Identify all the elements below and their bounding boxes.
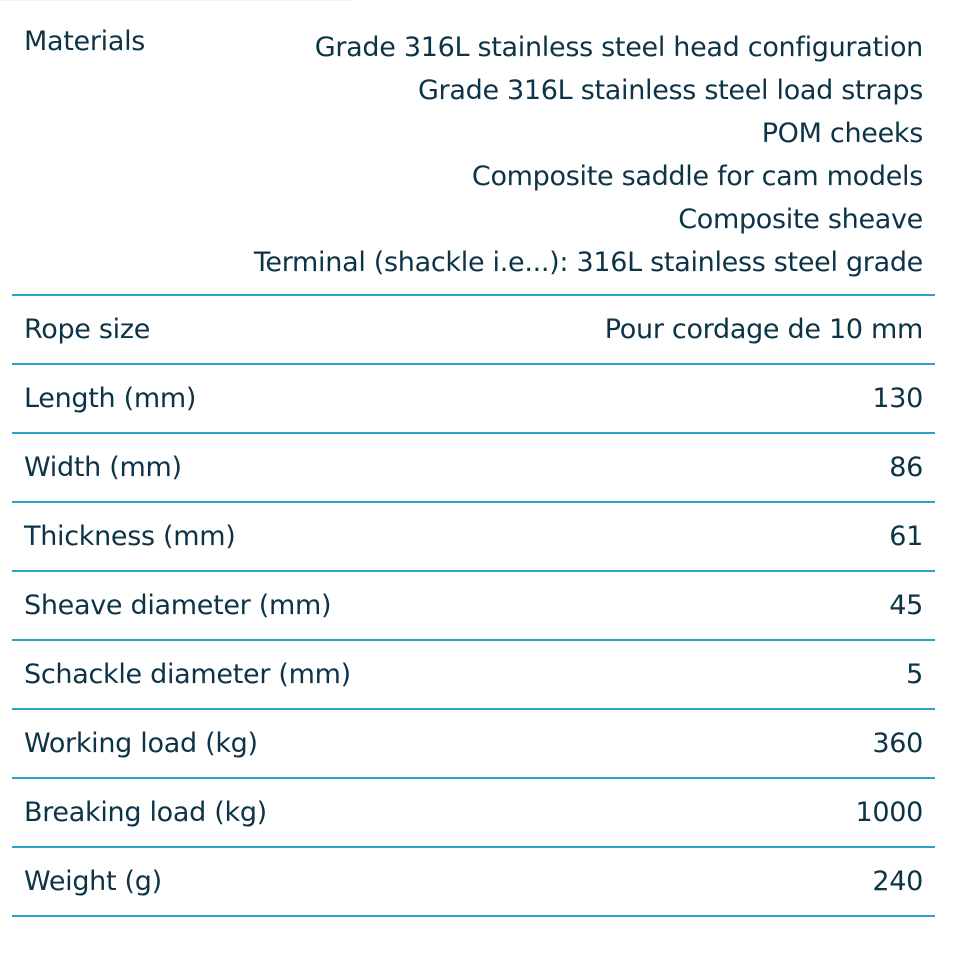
spec-label: Schackle diameter (mm) bbox=[24, 659, 351, 690]
spec-value: 240 bbox=[872, 866, 923, 897]
spec-row-shackle-diameter bbox=[12, 641, 935, 710]
spec-row-materials bbox=[12, 17, 935, 296]
spec-row-weight bbox=[12, 848, 935, 917]
spec-row-width bbox=[12, 434, 935, 503]
spec-label: Thickness (mm) bbox=[24, 521, 236, 552]
materials-list bbox=[254, 26, 923, 284]
top-divider bbox=[0, 0, 352, 1]
spec-label: Breaking load (kg) bbox=[24, 797, 267, 828]
spec-value: 86 bbox=[889, 452, 923, 483]
spec-row-rope-size bbox=[12, 296, 935, 365]
material-item: Terminal (shackle i.e...): 316L stainless steel grade bbox=[253, 247, 923, 278]
spec-value: 360 bbox=[872, 728, 923, 759]
spec-value: 1000 bbox=[855, 797, 923, 828]
spec-row-length bbox=[12, 365, 935, 434]
spec-label: Rope size bbox=[24, 314, 151, 345]
spec-value: 45 bbox=[889, 590, 923, 621]
material-item: Composite sheave bbox=[678, 204, 923, 235]
material-item: Grade 316L stainless steel load straps bbox=[417, 75, 923, 106]
spec-label: Weight (g) bbox=[24, 866, 162, 897]
spec-label: Sheave diameter (mm) bbox=[24, 590, 332, 621]
spec-label: Length (mm) bbox=[24, 383, 197, 414]
spec-label: Width (mm) bbox=[24, 452, 182, 483]
spec-value: 130 bbox=[872, 383, 923, 414]
spec-label: Working load (kg) bbox=[24, 728, 258, 759]
spec-row-breaking-load bbox=[12, 779, 935, 848]
spec-row-working-load bbox=[12, 710, 935, 779]
spec-table bbox=[12, 17, 935, 917]
spec-value: Pour cordage de 10 mm bbox=[604, 314, 923, 345]
spec-row-sheave-diameter bbox=[12, 572, 935, 641]
spec-value: 5 bbox=[906, 659, 923, 690]
material-item: POM cheeks bbox=[761, 118, 923, 149]
spec-row-thickness bbox=[12, 503, 935, 572]
material-item: Grade 316L stainless steel head configuration bbox=[314, 32, 923, 63]
spec-value: 61 bbox=[889, 521, 923, 552]
material-item: Composite saddle for cam models bbox=[471, 161, 923, 192]
spec-label: Materials bbox=[24, 26, 146, 57]
